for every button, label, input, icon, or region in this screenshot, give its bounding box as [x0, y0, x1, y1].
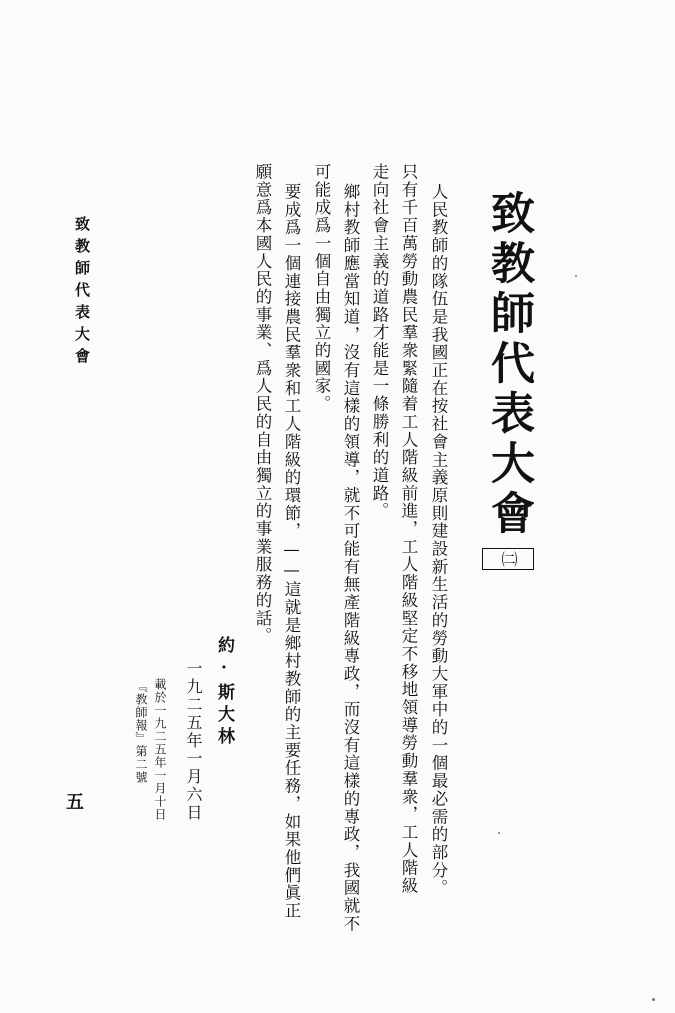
text-column-3: 走向社會主義的道路才能是一條勝利的道路。 [370, 163, 389, 520]
text-column-6: 要成爲一個連接農民羣衆和工人階級的環節，——這就是鄉村教師的主要任務，如果他們眞正 [282, 183, 301, 920]
title-text: 致教師代表大會 [483, 190, 534, 540]
running-head: 致教師代表大會 [73, 216, 91, 370]
letter-date: 一九二五年一月六日 [184, 660, 203, 822]
text-column-4: 鄉村教師應當知道，沒有這樣的領導，就不可能有無產階級專政，而沒有這樣的專政，我國就不 [341, 183, 360, 933]
text-column-5: 可能成爲一個自由獨立的國家。 [312, 163, 331, 413]
source-note-line-2: 『教師報』第二號 [134, 680, 148, 784]
article-title [482, 190, 534, 570]
text-column-1: 人民教師的隊伍是我國正在按社會主義原則建設新生活的勞動大軍中的一個最必需的部分。 [429, 183, 448, 897]
print-speck [498, 832, 500, 834]
page-number: 五 [66, 792, 84, 813]
source-note-line-1: 載於一九二五年一月十日 [153, 678, 167, 821]
text-column-2: 只有千百萬勞動農民羣衆緊隨着工人階級前進，工人階級堅定不移地領導勞動羣衆，工人階級 [399, 163, 418, 895]
print-speck [652, 998, 655, 1001]
author-signature: 約·斯大林 [214, 636, 234, 749]
text-column-7: 願意爲本國人民的事業、爲人民的自由獨立的事業服務的話。 [253, 163, 272, 645]
print-speck [575, 275, 577, 277]
title-part-number: ㈡ [482, 548, 534, 570]
